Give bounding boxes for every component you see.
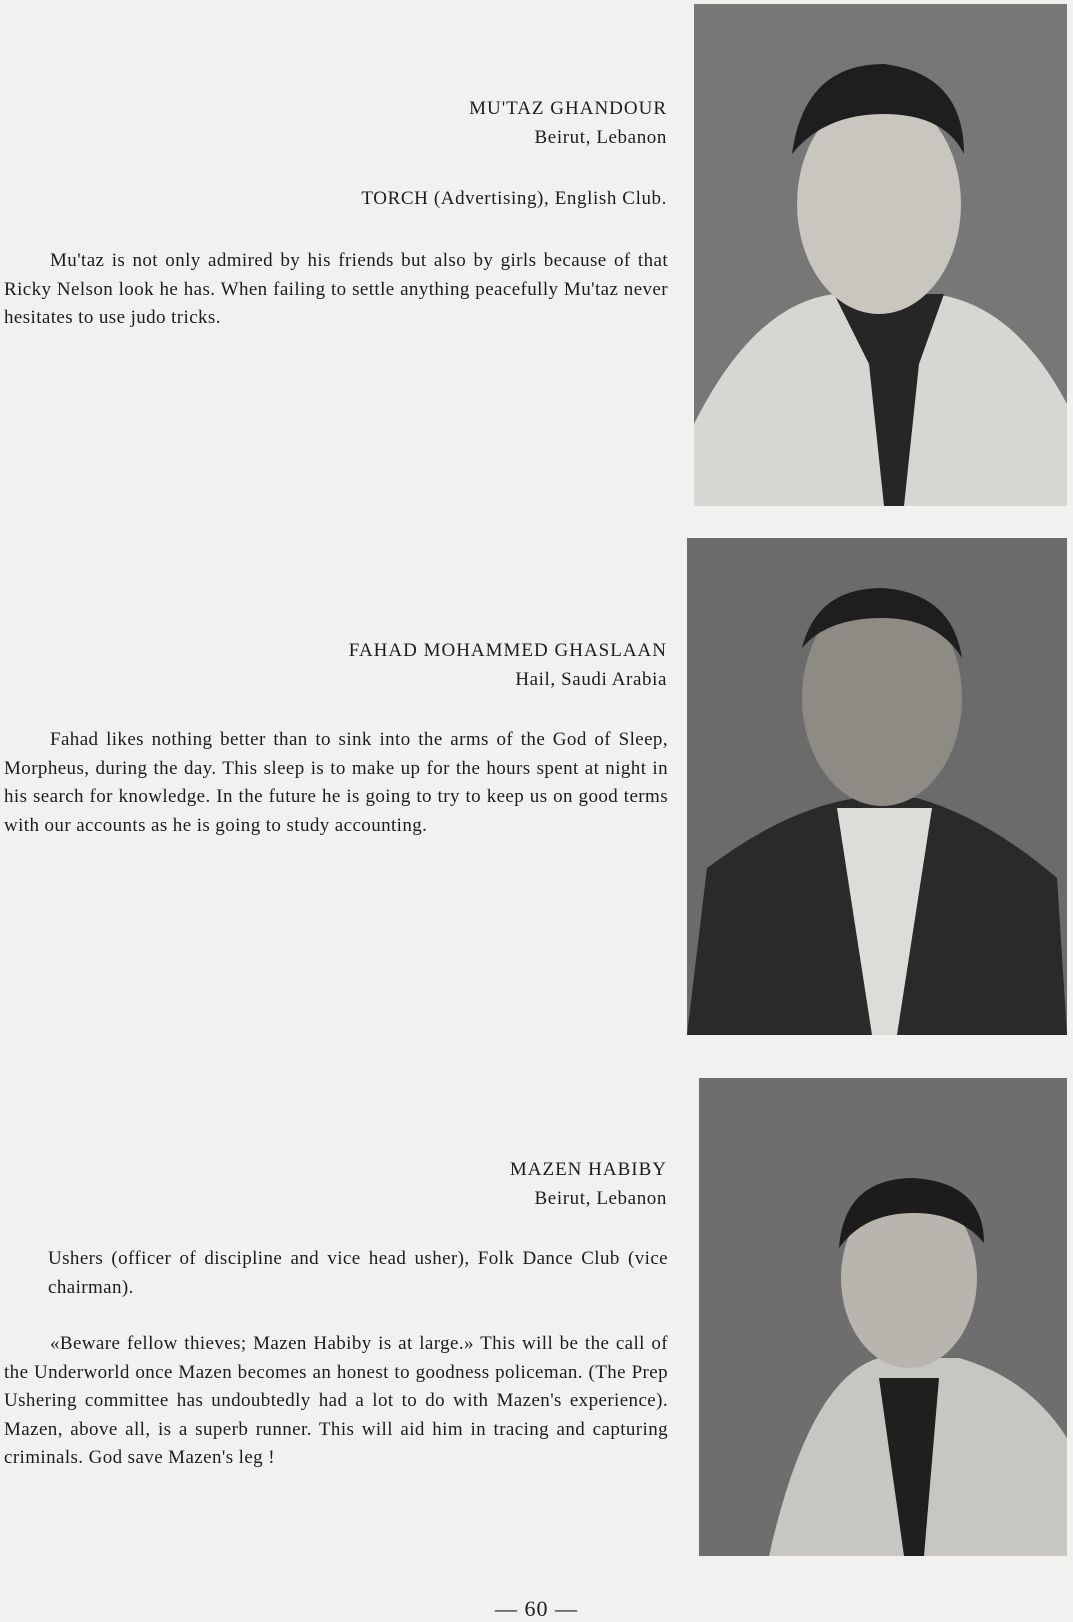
student-activities: Ushers (officer of discipline and vice head usher), Folk Dance Club (vice chairman). [48, 1248, 668, 1298]
student-bio: Fahad likes nothing better than to sink into the arms of the God of Sleep, Morpheus, during the day. This sleep is to make up for the hours spent at night in his search for knowledge. In the future he is going to try to keep us on good terms with our accounts as he is going to study accounting. [4, 729, 668, 836]
student-hometown: Beirut, Lebanon [534, 127, 667, 148]
student-activities: TORCH (Advertising), English Club. [361, 188, 667, 209]
student-portrait-photo [687, 538, 1067, 1035]
student-bio: Mu'taz is not only admired by his friends but also by girls because of that Ricky Nelson look he has. When failing to settle anything peacefully Mu'taz never hesitates to use judo tricks. [4, 250, 668, 328]
page-number: — 60 — [495, 1596, 578, 1621]
student-name: MAZEN HABIBY [509, 1159, 667, 1180]
student-bio: «Beware fellow thieves; Mazen Habiby is at large.» This will be the call of the Underworld once Mazen becomes an honest to goodness policeman. (The Prep Ushering committee has undoubtedly had a lot to do with Mazen's experience). Mazen, above all, is a superb runner. This will aid him in tracing and capturing criminals. God save Mazen's leg ! [4, 1333, 668, 1468]
student-name: MU'TAZ GHANDOUR [469, 98, 667, 119]
student-name: FAHAD MOHAMMED GHASLAAN [348, 640, 667, 661]
student-portrait-photo [694, 4, 1067, 506]
student-portrait-photo [699, 1078, 1067, 1556]
student-hometown: Beirut, Lebanon [534, 1188, 667, 1209]
student-hometown: Hail, Saudi Arabia [515, 669, 667, 690]
